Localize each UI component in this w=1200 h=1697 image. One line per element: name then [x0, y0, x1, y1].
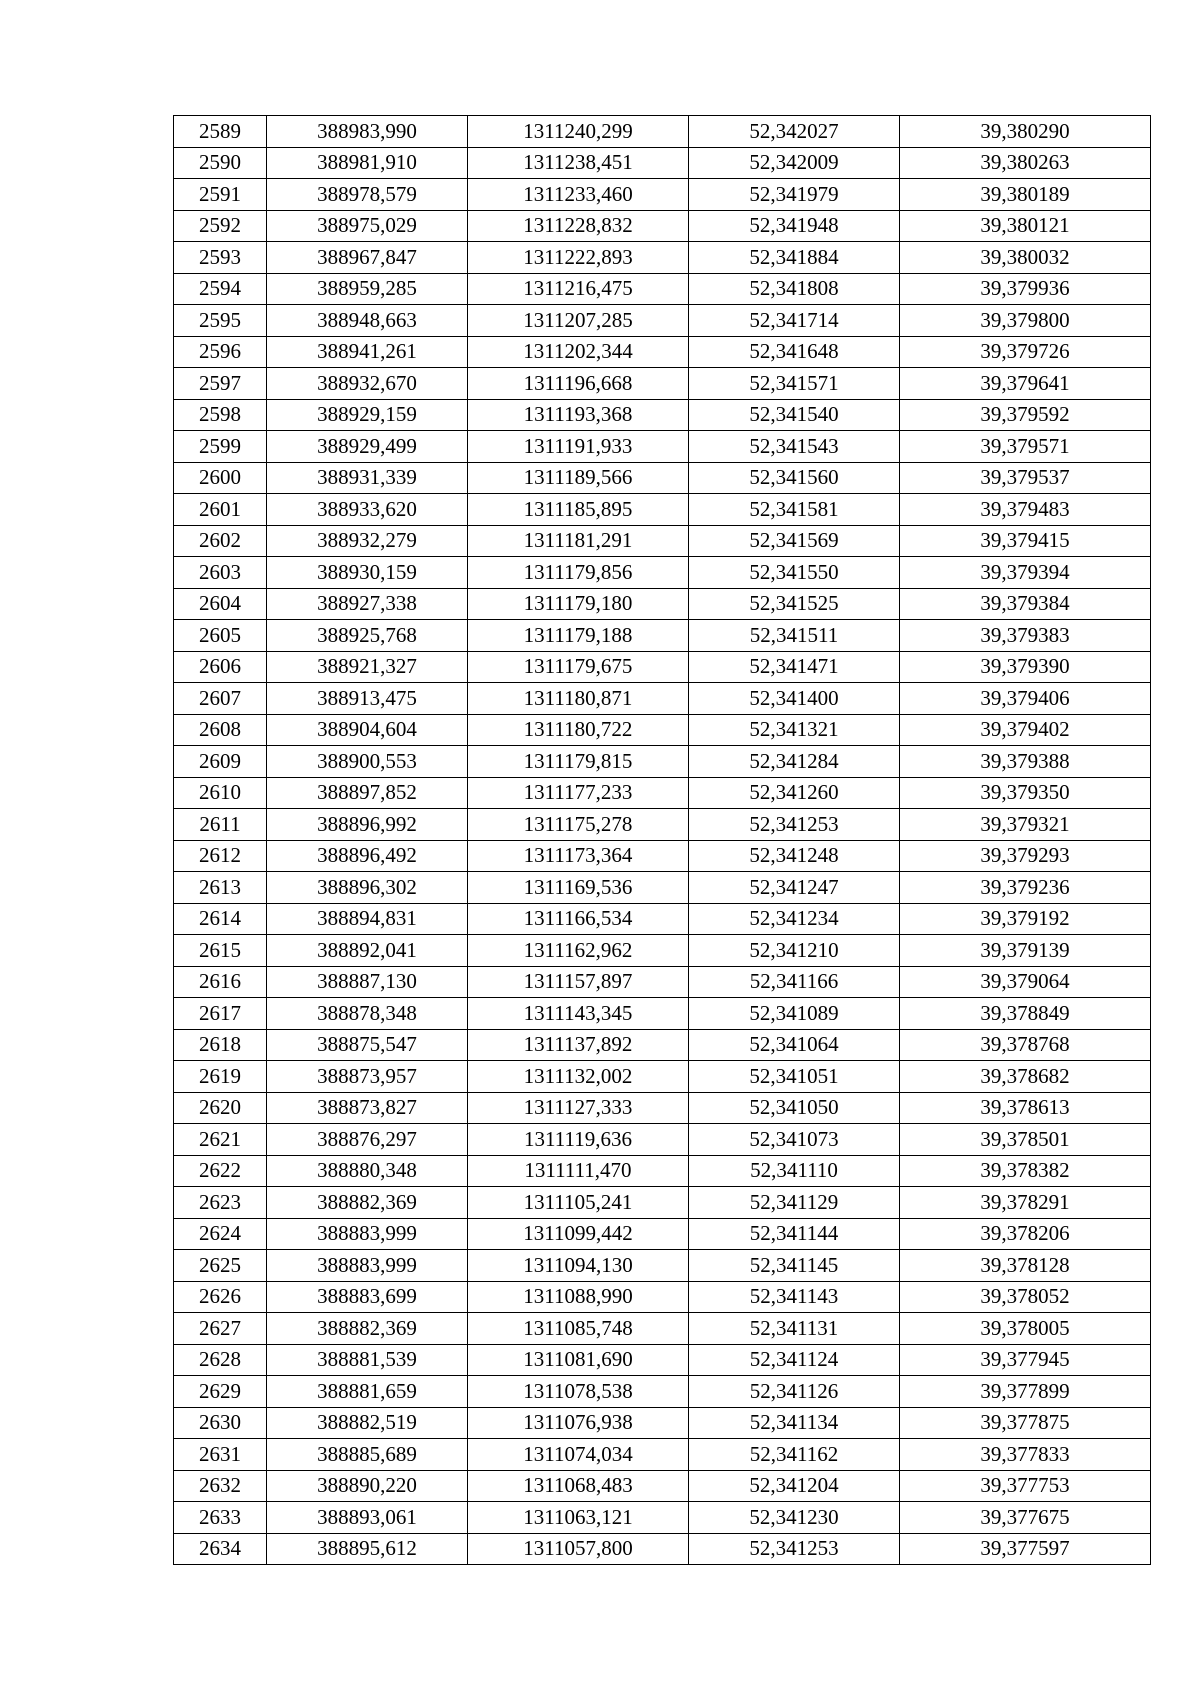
latitude-cell: 52,341550: [689, 557, 900, 589]
table-row: [174, 1155, 1151, 1187]
table-row: [174, 1470, 1151, 1502]
longitude-cell: 39,379936: [900, 273, 1151, 305]
latitude-cell: 52,341110: [689, 1155, 900, 1187]
point-number-cell: 2601: [174, 494, 267, 526]
table-row: [174, 872, 1151, 904]
table-row: [174, 147, 1151, 179]
x-coordinate-cell: 388882,369: [267, 1187, 468, 1219]
coordinates-table: [173, 115, 1151, 1565]
table-row: [174, 1029, 1151, 1061]
y-coordinate-cell: 1311094,130: [468, 1250, 689, 1282]
x-coordinate-cell: 388981,910: [267, 147, 468, 179]
table-row: [174, 1313, 1151, 1345]
x-coordinate-cell: 388881,659: [267, 1376, 468, 1408]
y-coordinate-cell: 1311119,636: [468, 1124, 689, 1156]
point-number-cell: 2625: [174, 1250, 267, 1282]
y-coordinate-cell: 1311127,333: [468, 1092, 689, 1124]
longitude-cell: 39,377753: [900, 1470, 1151, 1502]
latitude-cell: 52,341543: [689, 431, 900, 463]
table-row: [174, 1124, 1151, 1156]
x-coordinate-cell: 388876,297: [267, 1124, 468, 1156]
point-number-cell: 2599: [174, 431, 267, 463]
y-coordinate-cell: 1311132,002: [468, 1061, 689, 1093]
table-row: [174, 935, 1151, 967]
table-row: [174, 840, 1151, 872]
y-coordinate-cell: 1311105,241: [468, 1187, 689, 1219]
latitude-cell: 52,341144: [689, 1218, 900, 1250]
point-number-cell: 2626: [174, 1281, 267, 1313]
latitude-cell: 52,341260: [689, 777, 900, 809]
point-number-cell: 2595: [174, 305, 267, 337]
table-row: [174, 1187, 1151, 1219]
point-number-cell: 2618: [174, 1029, 267, 1061]
latitude-cell: 52,341162: [689, 1439, 900, 1471]
longitude-cell: 39,379483: [900, 494, 1151, 526]
y-coordinate-cell: 1311162,962: [468, 935, 689, 967]
table-row: [174, 998, 1151, 1030]
longitude-cell: 39,380290: [900, 116, 1151, 148]
longitude-cell: 39,379571: [900, 431, 1151, 463]
latitude-cell: 52,341051: [689, 1061, 900, 1093]
table-row: [174, 746, 1151, 778]
longitude-cell: 39,378849: [900, 998, 1151, 1030]
table-row: [174, 431, 1151, 463]
table-row: [174, 557, 1151, 589]
latitude-cell: 52,341234: [689, 903, 900, 935]
y-coordinate-cell: 1311185,895: [468, 494, 689, 526]
longitude-cell: 39,379139: [900, 935, 1151, 967]
point-number-cell: 2602: [174, 525, 267, 557]
x-coordinate-cell: 388896,302: [267, 872, 468, 904]
table-row: [174, 1502, 1151, 1534]
latitude-cell: 52,341073: [689, 1124, 900, 1156]
x-coordinate-cell: 388967,847: [267, 242, 468, 274]
y-coordinate-cell: 1311157,897: [468, 966, 689, 998]
y-coordinate-cell: 1311179,180: [468, 588, 689, 620]
y-coordinate-cell: 1311081,690: [468, 1344, 689, 1376]
x-coordinate-cell: 388883,699: [267, 1281, 468, 1313]
point-number-cell: 2620: [174, 1092, 267, 1124]
table-row: [174, 1061, 1151, 1093]
longitude-cell: 39,380189: [900, 179, 1151, 211]
longitude-cell: 39,377597: [900, 1533, 1151, 1565]
y-coordinate-cell: 1311240,299: [468, 116, 689, 148]
x-coordinate-cell: 388882,519: [267, 1407, 468, 1439]
point-number-cell: 2600: [174, 462, 267, 494]
point-number-cell: 2592: [174, 210, 267, 242]
x-coordinate-cell: 388873,827: [267, 1092, 468, 1124]
x-coordinate-cell: 388941,261: [267, 336, 468, 368]
latitude-cell: 52,342009: [689, 147, 900, 179]
x-coordinate-cell: 388887,130: [267, 966, 468, 998]
longitude-cell: 39,379641: [900, 368, 1151, 400]
table-row: [174, 242, 1151, 274]
table-row: [174, 1092, 1151, 1124]
x-coordinate-cell: 388925,768: [267, 620, 468, 652]
point-number-cell: 2632: [174, 1470, 267, 1502]
latitude-cell: 52,341948: [689, 210, 900, 242]
point-number-cell: 2612: [174, 840, 267, 872]
longitude-cell: 39,379350: [900, 777, 1151, 809]
point-number-cell: 2605: [174, 620, 267, 652]
longitude-cell: 39,379390: [900, 651, 1151, 683]
y-coordinate-cell: 1311238,451: [468, 147, 689, 179]
point-number-cell: 2619: [174, 1061, 267, 1093]
y-coordinate-cell: 1311196,668: [468, 368, 689, 400]
table-row: [174, 777, 1151, 809]
y-coordinate-cell: 1311189,566: [468, 462, 689, 494]
longitude-cell: 39,377675: [900, 1502, 1151, 1534]
y-coordinate-cell: 1311074,034: [468, 1439, 689, 1471]
x-coordinate-cell: 388932,279: [267, 525, 468, 557]
y-coordinate-cell: 1311088,990: [468, 1281, 689, 1313]
point-number-cell: 2609: [174, 746, 267, 778]
latitude-cell: 52,342027: [689, 116, 900, 148]
y-coordinate-cell: 1311137,892: [468, 1029, 689, 1061]
y-coordinate-cell: 1311078,538: [468, 1376, 689, 1408]
point-number-cell: 2610: [174, 777, 267, 809]
y-coordinate-cell: 1311216,475: [468, 273, 689, 305]
longitude-cell: 39,378682: [900, 1061, 1151, 1093]
point-number-cell: 2596: [174, 336, 267, 368]
longitude-cell: 39,378768: [900, 1029, 1151, 1061]
y-coordinate-cell: 1311063,121: [468, 1502, 689, 1534]
latitude-cell: 52,341143: [689, 1281, 900, 1313]
latitude-cell: 52,341210: [689, 935, 900, 967]
table-row: [174, 525, 1151, 557]
table-row: [174, 1250, 1151, 1282]
point-number-cell: 2603: [174, 557, 267, 589]
longitude-cell: 39,378501: [900, 1124, 1151, 1156]
latitude-cell: 52,341648: [689, 336, 900, 368]
x-coordinate-cell: 388895,612: [267, 1533, 468, 1565]
y-coordinate-cell: 1311076,938: [468, 1407, 689, 1439]
latitude-cell: 52,341979: [689, 179, 900, 211]
latitude-cell: 52,341129: [689, 1187, 900, 1219]
x-coordinate-cell: 388890,220: [267, 1470, 468, 1502]
latitude-cell: 52,341253: [689, 809, 900, 841]
y-coordinate-cell: 1311179,188: [468, 620, 689, 652]
y-coordinate-cell: 1311179,856: [468, 557, 689, 589]
latitude-cell: 52,341471: [689, 651, 900, 683]
longitude-cell: 39,380032: [900, 242, 1151, 274]
coordinates-table-body: [174, 116, 1151, 1565]
x-coordinate-cell: 388897,852: [267, 777, 468, 809]
y-coordinate-cell: 1311177,233: [468, 777, 689, 809]
latitude-cell: 52,341248: [689, 840, 900, 872]
longitude-cell: 39,379064: [900, 966, 1151, 998]
latitude-cell: 52,341166: [689, 966, 900, 998]
point-number-cell: 2589: [174, 116, 267, 148]
y-coordinate-cell: 1311228,832: [468, 210, 689, 242]
longitude-cell: 39,378613: [900, 1092, 1151, 1124]
x-coordinate-cell: 388959,285: [267, 273, 468, 305]
point-number-cell: 2617: [174, 998, 267, 1030]
longitude-cell: 39,379800: [900, 305, 1151, 337]
x-coordinate-cell: 388885,689: [267, 1439, 468, 1471]
point-number-cell: 2591: [174, 179, 267, 211]
latitude-cell: 52,341540: [689, 399, 900, 431]
x-coordinate-cell: 388883,999: [267, 1218, 468, 1250]
point-number-cell: 2621: [174, 1124, 267, 1156]
x-coordinate-cell: 388882,369: [267, 1313, 468, 1345]
longitude-cell: 39,378005: [900, 1313, 1151, 1345]
longitude-cell: 39,379383: [900, 620, 1151, 652]
x-coordinate-cell: 388892,041: [267, 935, 468, 967]
point-number-cell: 2613: [174, 872, 267, 904]
x-coordinate-cell: 388929,159: [267, 399, 468, 431]
longitude-cell: 39,378206: [900, 1218, 1151, 1250]
y-coordinate-cell: 1311181,291: [468, 525, 689, 557]
x-coordinate-cell: 388933,620: [267, 494, 468, 526]
x-coordinate-cell: 388913,475: [267, 683, 468, 715]
longitude-cell: 39,379537: [900, 462, 1151, 494]
longitude-cell: 39,379415: [900, 525, 1151, 557]
point-number-cell: 2593: [174, 242, 267, 274]
table-row: [174, 336, 1151, 368]
latitude-cell: 52,341124: [689, 1344, 900, 1376]
latitude-cell: 52,341714: [689, 305, 900, 337]
point-number-cell: 2606: [174, 651, 267, 683]
latitude-cell: 52,341145: [689, 1250, 900, 1282]
x-coordinate-cell: 388930,159: [267, 557, 468, 589]
longitude-cell: 39,379236: [900, 872, 1151, 904]
table-row: [174, 179, 1151, 211]
table-row: [174, 1439, 1151, 1471]
table-row: [174, 116, 1151, 148]
y-coordinate-cell: 1311179,675: [468, 651, 689, 683]
x-coordinate-cell: 388875,547: [267, 1029, 468, 1061]
x-coordinate-cell: 388883,999: [267, 1250, 468, 1282]
latitude-cell: 52,341126: [689, 1376, 900, 1408]
point-number-cell: 2633: [174, 1502, 267, 1534]
point-number-cell: 2631: [174, 1439, 267, 1471]
y-coordinate-cell: 1311202,344: [468, 336, 689, 368]
longitude-cell: 39,379726: [900, 336, 1151, 368]
y-coordinate-cell: 1311180,871: [468, 683, 689, 715]
table-row: [174, 714, 1151, 746]
longitude-cell: 39,380121: [900, 210, 1151, 242]
table-row: [174, 273, 1151, 305]
latitude-cell: 52,341581: [689, 494, 900, 526]
x-coordinate-cell: 388896,492: [267, 840, 468, 872]
x-coordinate-cell: 388921,327: [267, 651, 468, 683]
point-number-cell: 2607: [174, 683, 267, 715]
table-row: [174, 966, 1151, 998]
table-row: [174, 620, 1151, 652]
latitude-cell: 52,341511: [689, 620, 900, 652]
y-coordinate-cell: 1311111,470: [468, 1155, 689, 1187]
latitude-cell: 52,341134: [689, 1407, 900, 1439]
table-row: [174, 651, 1151, 683]
table-row: [174, 399, 1151, 431]
table-row: [174, 683, 1151, 715]
y-coordinate-cell: 1311085,748: [468, 1313, 689, 1345]
x-coordinate-cell: 388975,029: [267, 210, 468, 242]
point-number-cell: 2627: [174, 1313, 267, 1345]
table-row: [174, 1376, 1151, 1408]
latitude-cell: 52,341560: [689, 462, 900, 494]
x-coordinate-cell: 388873,957: [267, 1061, 468, 1093]
longitude-cell: 39,377875: [900, 1407, 1151, 1439]
latitude-cell: 52,341131: [689, 1313, 900, 1345]
longitude-cell: 39,379192: [900, 903, 1151, 935]
latitude-cell: 52,341247: [689, 872, 900, 904]
longitude-cell: 39,379293: [900, 840, 1151, 872]
y-coordinate-cell: 1311222,893: [468, 242, 689, 274]
table-row: [174, 1218, 1151, 1250]
point-number-cell: 2594: [174, 273, 267, 305]
y-coordinate-cell: 1311173,364: [468, 840, 689, 872]
latitude-cell: 52,341808: [689, 273, 900, 305]
y-coordinate-cell: 1311143,345: [468, 998, 689, 1030]
x-coordinate-cell: 388893,061: [267, 1502, 468, 1534]
longitude-cell: 39,379384: [900, 588, 1151, 620]
latitude-cell: 52,341321: [689, 714, 900, 746]
point-number-cell: 2590: [174, 147, 267, 179]
latitude-cell: 52,341230: [689, 1502, 900, 1534]
longitude-cell: 39,380263: [900, 147, 1151, 179]
longitude-cell: 39,379321: [900, 809, 1151, 841]
x-coordinate-cell: 388880,348: [267, 1155, 468, 1187]
point-number-cell: 2614: [174, 903, 267, 935]
point-number-cell: 2628: [174, 1344, 267, 1376]
latitude-cell: 52,341884: [689, 242, 900, 274]
y-coordinate-cell: 1311180,722: [468, 714, 689, 746]
y-coordinate-cell: 1311193,368: [468, 399, 689, 431]
y-coordinate-cell: 1311207,285: [468, 305, 689, 337]
x-coordinate-cell: 388983,990: [267, 116, 468, 148]
point-number-cell: 2616: [174, 966, 267, 998]
y-coordinate-cell: 1311175,278: [468, 809, 689, 841]
point-number-cell: 2604: [174, 588, 267, 620]
point-number-cell: 2622: [174, 1155, 267, 1187]
x-coordinate-cell: 388978,579: [267, 179, 468, 211]
x-coordinate-cell: 388932,670: [267, 368, 468, 400]
point-number-cell: 2597: [174, 368, 267, 400]
latitude-cell: 52,341204: [689, 1470, 900, 1502]
table-row: [174, 1344, 1151, 1376]
point-number-cell: 2608: [174, 714, 267, 746]
y-coordinate-cell: 1311233,460: [468, 179, 689, 211]
table-row: [174, 809, 1151, 841]
point-number-cell: 2623: [174, 1187, 267, 1219]
point-number-cell: 2634: [174, 1533, 267, 1565]
latitude-cell: 52,341064: [689, 1029, 900, 1061]
x-coordinate-cell: 388881,539: [267, 1344, 468, 1376]
table-row: [174, 210, 1151, 242]
latitude-cell: 52,341089: [689, 998, 900, 1030]
table-row: [174, 903, 1151, 935]
latitude-cell: 52,341284: [689, 746, 900, 778]
point-number-cell: 2624: [174, 1218, 267, 1250]
y-coordinate-cell: 1311068,483: [468, 1470, 689, 1502]
longitude-cell: 39,379406: [900, 683, 1151, 715]
table-row: [174, 588, 1151, 620]
longitude-cell: 39,378291: [900, 1187, 1151, 1219]
longitude-cell: 39,378128: [900, 1250, 1151, 1282]
x-coordinate-cell: 388900,553: [267, 746, 468, 778]
latitude-cell: 52,341525: [689, 588, 900, 620]
y-coordinate-cell: 1311057,800: [468, 1533, 689, 1565]
latitude-cell: 52,341253: [689, 1533, 900, 1565]
longitude-cell: 39,377945: [900, 1344, 1151, 1376]
y-coordinate-cell: 1311191,933: [468, 431, 689, 463]
longitude-cell: 39,377899: [900, 1376, 1151, 1408]
latitude-cell: 52,341400: [689, 683, 900, 715]
table-row: [174, 1407, 1151, 1439]
longitude-cell: 39,379388: [900, 746, 1151, 778]
y-coordinate-cell: 1311099,442: [468, 1218, 689, 1250]
table-row: [174, 462, 1151, 494]
point-number-cell: 2615: [174, 935, 267, 967]
longitude-cell: 39,379592: [900, 399, 1151, 431]
x-coordinate-cell: 388896,992: [267, 809, 468, 841]
table-row: [174, 494, 1151, 526]
x-coordinate-cell: 388878,348: [267, 998, 468, 1030]
point-number-cell: 2630: [174, 1407, 267, 1439]
latitude-cell: 52,341571: [689, 368, 900, 400]
point-number-cell: 2629: [174, 1376, 267, 1408]
longitude-cell: 39,379394: [900, 557, 1151, 589]
table-row: [174, 305, 1151, 337]
x-coordinate-cell: 388927,338: [267, 588, 468, 620]
y-coordinate-cell: 1311179,815: [468, 746, 689, 778]
latitude-cell: 52,341569: [689, 525, 900, 557]
x-coordinate-cell: 388931,339: [267, 462, 468, 494]
latitude-cell: 52,341050: [689, 1092, 900, 1124]
longitude-cell: 39,378382: [900, 1155, 1151, 1187]
longitude-cell: 39,378052: [900, 1281, 1151, 1313]
x-coordinate-cell: 388904,604: [267, 714, 468, 746]
longitude-cell: 39,379402: [900, 714, 1151, 746]
y-coordinate-cell: 1311166,534: [468, 903, 689, 935]
point-number-cell: 2598: [174, 399, 267, 431]
y-coordinate-cell: 1311169,536: [468, 872, 689, 904]
x-coordinate-cell: 388894,831: [267, 903, 468, 935]
longitude-cell: 39,377833: [900, 1439, 1151, 1471]
table-row: [174, 1533, 1151, 1565]
point-number-cell: 2611: [174, 809, 267, 841]
x-coordinate-cell: 388948,663: [267, 305, 468, 337]
x-coordinate-cell: 388929,499: [267, 431, 468, 463]
table-row: [174, 368, 1151, 400]
table-row: [174, 1281, 1151, 1313]
